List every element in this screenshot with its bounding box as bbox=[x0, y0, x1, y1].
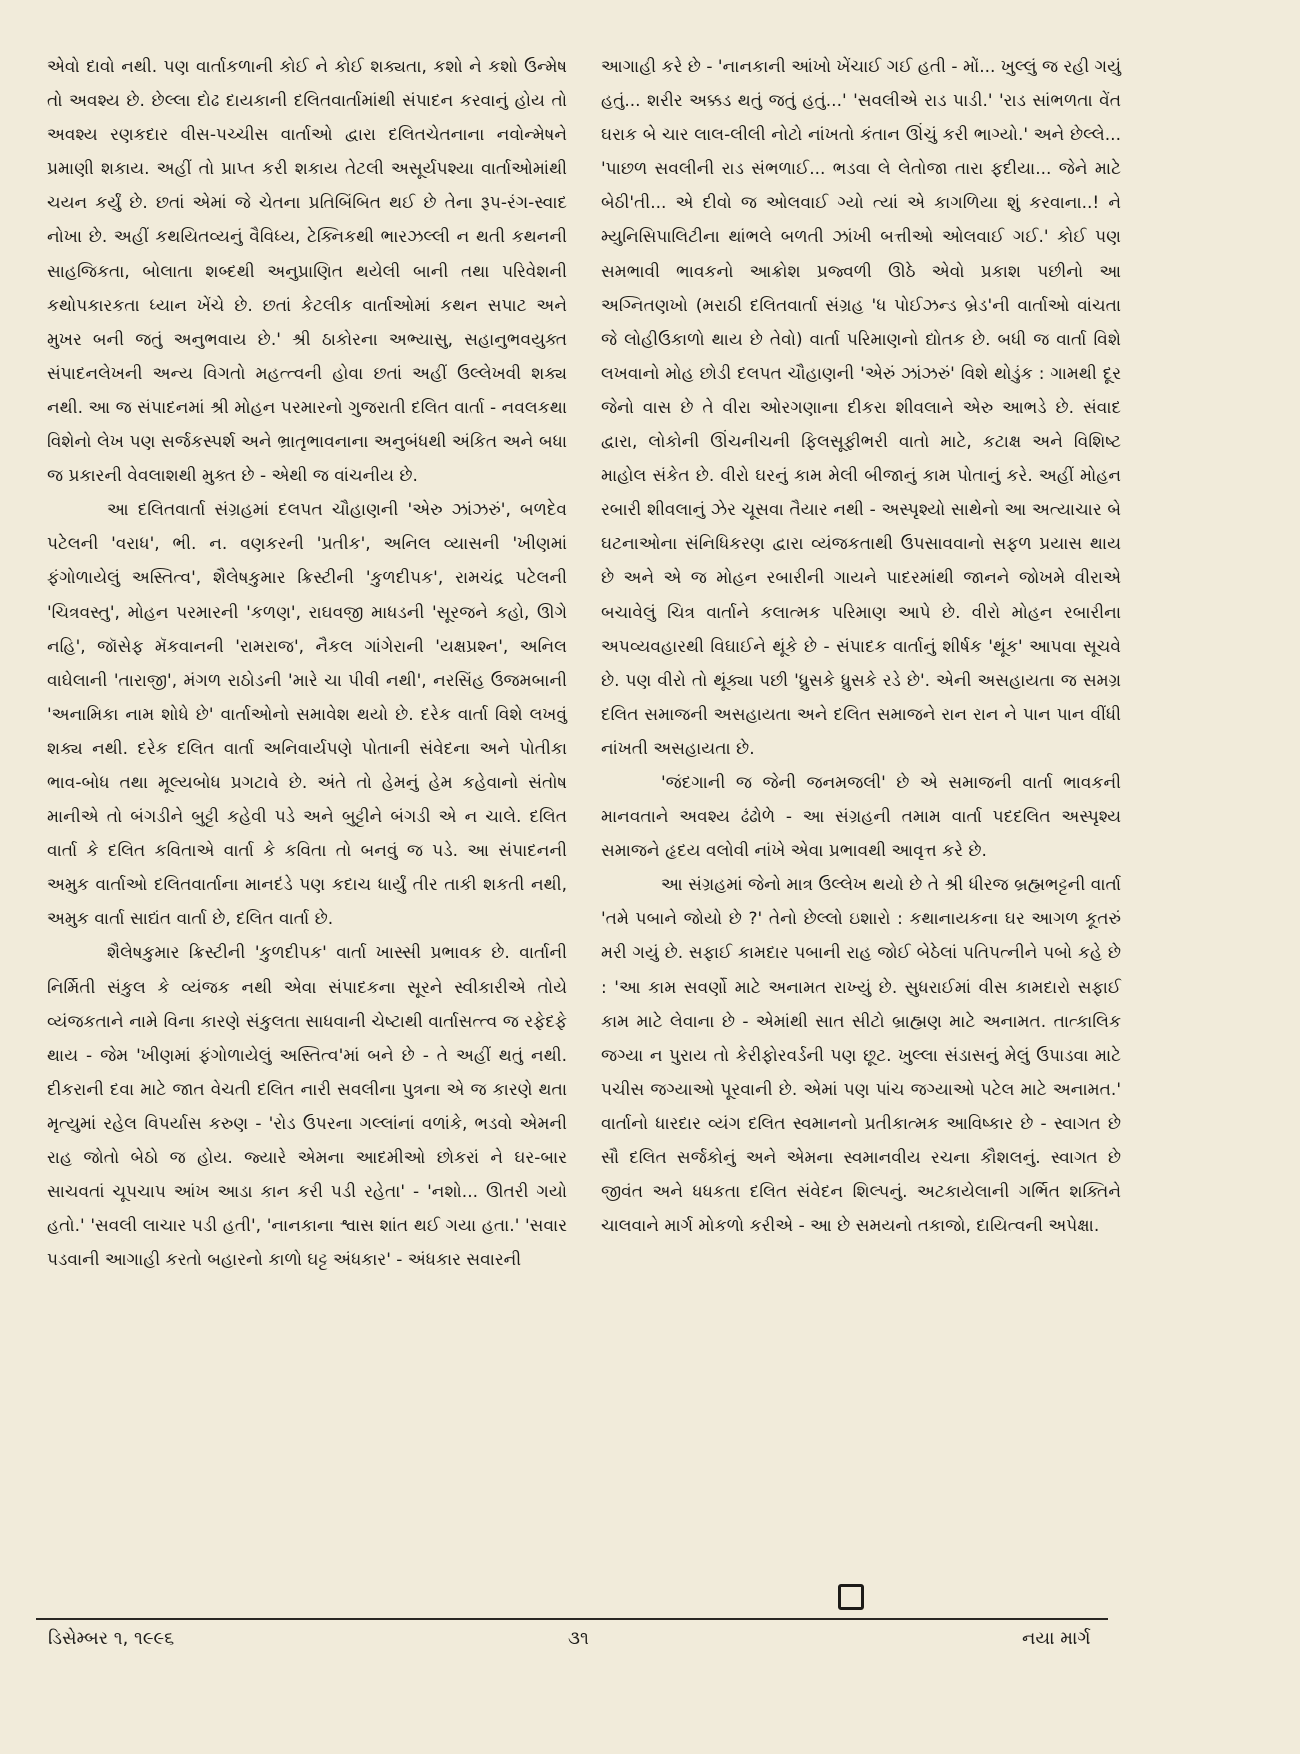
footer-divider bbox=[36, 1618, 1108, 1620]
end-of-article-box-icon bbox=[838, 1584, 864, 1610]
paragraph: એવો દાવો નથી. પણ વાર્તાકળાની કોઈ ને કોઈ શક્યતા, કશો ને કશો ઉન્મેષ તો અવશ્ય છે. છેલ્લા દોઢ દાયકાની દલિતવાર્તામાંથી સંપાદન કરવાનું હોય તો અવશ્ય રણકદાર વીસ-પચ્ચીસ વાર્તાઓ દ્વારા દલિતચેતનાના નવોન્મેષને પ્રમાણી શકાય. અહીં તો પ્રાપ્ત કરી શકાય તેટલી અસૂર્યપશ્યા વાર્તાઓમાંથી ચયન કર્યું છે. છતાં એમાં જે ચેતના પ્રતિબિંબિત થઈ છે તેના રૂપ-રંગ-સ્વાદ નોખા છે. અહીં કથયિતવ્યનું વૈવિધ્ય, ટેક્નિકથી ભારઝલ્લી ન થતી કથનની સાહજિકતા, બોલાતા શબ્દથી અનુપ્રાણિત થયેલી બાની તથા પરિવેશની કથોપકારકતા ધ્યાન ખેંચે છે. છતાં કેટલીક વાર્તાઓમાં કથન સપાટ અને મુખર બની જતું અનુભવાય છે.' શ્રી ઠાકોરના અભ્યાસુ, સહાનુભવયુક્ત સંપાદનલેખની અન્ય વિગતો મહત્ત્વની હોવા છતાં અહીં ઉલ્લેખવી શક્ય નથી. આ જ સંપાદનમાં શ્રી મોહન પરમારનો ગુજરાતી દલિત વાર્તા - નવલકથા વિશેનો લેખ પણ સર્જકસ્પર્શ અને ભ્રાતૃભાવનાના અનુબંધથી અંકિત અને બધા જ પ્રકારની વેવલાશથી મુક્ત છે - એથી જ વાંચનીય છે. bbox=[47, 57, 567, 487]
page-number: ૩૧ bbox=[568, 1628, 589, 1649]
footer-date: ડિસેમ્બર ૧, ૧૯૯૬ bbox=[48, 1628, 175, 1649]
paragraph: 'જંદગાની જ જેની જનમજલી' છે એ સમાજની વાર્તા ભાવકની માનવતાને અવશ્ય ઢંઢોળે - આ સંગ્રહની તમામ વાર્તા પદદલિત અસ્પૃશ્ય સમાજને હૃદય વલોવી નાંખે એવા પ્રભાવથી આવૃત્ત કરે છે. bbox=[601, 772, 1121, 862]
right-column bbox=[601, 50, 1121, 1243]
paragraph: આગાહી કરે છે - 'નાનકાની આંખો ખેંચાઈ ગઈ હતી - મોં... ખુલ્લું જ રહી ગયું હતું... શરીર અક્કડ થતું જતું હતું...' 'સવલીએ રાડ પાડી.' 'રાડ સાંભળતા વેંત ઘરાક બે ચાર લાલ-લીલી નોટો નાંખતો કંતાન ઊંચું કરી ભાગ્યો.' અને છેલ્લે... 'પાછળ સવલીની રાડ સંભળાઈ... ભડવા લે લેતોજા તારા ફદીયા... જેને માટે બેઠી'તી... એ દીવો જ ઓલવાઈ ગ્યો ત્યાં એ કાગળિયા શું કરવાના..! ને મ્યુનિસિપાલિટીના થાંભલે બળતી ઝાંખી બત્તીઓ ઓલવાઈ ગઈ.' કોઈ પણ સમભાવી ભાવકનો આક્રોશ પ્રજ્વળી ઊઠે એવો પ્રકાશ પછીનો આ અગ્નિતણખો (મરાઠી દલિતવાર્તા સંગ્રહ 'ધ પોઈઝન્ડ બ્રેડ'ની વાર્તાઓ વાંચતા જે લોહીઉકાળો થાય છે તેવો) વાર્તા પરિમાણનો દ્યોતક છે. બધી જ વાર્તા વિશે લખવાનો મોહ છોડી દલપત ચૌહાણની 'એરું ઝાંઝરું' વિશે થોડુંક : ગામથી દૂર જેનો વાસ છે તે વીરા ઓરગણાના દીકરા શીવલાને એરુ આભડે છે. સંવાદ દ્વારા, લોકોની ઊંચનીચની ફિલસૂફીભરી વાતો માટે, કટાક્ષ અને વિશિષ્ટ માહોલ સંકેત છે. વીરો ઘરનું કામ મેલી બીજાનું કામ પોતાનું કરે. અહીં મોહન રબારી શીવલાનું ઝેર ચૂસવા તૈયાર નથી - અસ્પૃશ્યો સાથેનો આ અત્યાચાર બે ઘટનાઓના સંનિધિકરણ દ્વારા વ્યંજકતાથી ઉપસાવવાનો સફળ પ્રયાસ થાય છે અને એ જ મોહન રબારીની ગાયને પાદરમાંથી જાનને જોખમે વીરાએ બચાવેલું ચિત્ર વાર્તાને કલાત્મક પરિમાણ આપે છે. વીરો મોહન રબારીના અપવ્યવહારથી વિઘાઈને થૂંકે છે - સંપાદક વાર્તાનું શીર્ષક 'થૂંક' આપવા સૂચવે છે. પણ વીરો તો થૂંક્યા પછી 'ધ્રુસકે ધ્રુસકે રડે છે'. એની અસહાયતા જ સમગ્ર દલિત સમાજની અસહાયતા અને દલિત સમાજને રાન રાન ને પાન પાન વીંધી નાંખતી અસહાયતા છે. bbox=[601, 57, 1121, 759]
paragraph: આ સંગ્રહમાં જેનો માત્ર ઉલ્લેખ થયો છે તે શ્રી ધીરજ બ્રહ્મભટ્ટની વાર્તા 'તમે પબાને જોયો છે ?' તેનો છેલ્લો ઇશારો : કથાનાયકના ઘર આગળ કૂતરું મરી ગયું છે. સફાઈ કામદાર પબાની રાહ જોઈ બેઠેલાં પતિપત્નીને પબો કહે છે : 'આ કામ સવર્ણો માટે અનામત રાખ્યું છે. સુધરાઈમાં વીસ કામદારો સફાઈ કામ માટે લેવાના છે - એમાંથી સાત સીટો બ્રાહ્મણ માટે અનામત. તાત્કાલિક જગ્યા ન પુરાય તો કેરીફોરવર્ડની પણ છૂટ. ખુલ્લા સંડાસનું મેલું ઉપાડવા માટે પચીસ જગ્યાઓ પૂરવાની છે. એમાં પણ પાંચ જગ્યાઓ પટેલ માટે અનામત.' વાર્તાનો ધારદાર વ્યંગ દલિત સ્વમાનનો પ્રતીકાત્મક આવિષ્કાર છે - સ્વાગત છે સૌ દલિત સર્જકોનું અને એમના સ્વમાનવીય રચના કૌશલનું. સ્વાગત છે જીવંત અને ધધકતા દલિત સંવેદન શિલ્પનું. અટકાયેલાની ગર્ભિત શક્તિને ચાલવાને માર્ગ મોકળો કરીએ - આ છે સમયનો તકાજો, દાયિત્વની અપેક્ષા. bbox=[601, 875, 1121, 1237]
magazine-name: નયા માર્ગ bbox=[1022, 1628, 1091, 1649]
left-column bbox=[47, 50, 567, 1277]
paragraph: શૈલેષકુમાર ક્રિસ્ટીની 'કુળદીપક' વાર્તા ખાસ્સી પ્રભાવક છે. વાર્તાની નિર્મિતી સંકુલ કે વ્યંજક નથી એવા સંપાદકના સૂરને સ્વીકારીએ તોયે વ્યંજકતાને નામે વિના કારણે સંકુલતા સાધવાની ચેષ્ટાથી વાર્તાસત્ત્વ જ રફેદફે થાય - જેમ 'ખીણમાં ફંગોળાયેલું અસ્તિત્વ'માં બને છે - તે અહીં થતું નથી. દીકરાની દવા માટે જાત વેચતી દલિત નારી સવલીના પુત્રના એ જ કારણે થતા મૃત્યુમાં રહેલ વિપર્યાસ કરુણ - 'રોડ ઉપરના ગલ્લાંનાં વળાંકે, ભડવો એમની રાહ જોતો બેઠો જ હોય. જ્યારે એમના આદમીઓ છોકરાં ને ઘર-બાર સાચવતાં ચૂપચાપ આંખ આડા કાન કરી પડી રહેતા' - 'નશો... ઊતરી ગયો હતો.' 'સવલી લાચાર પડી હતી', 'નાનકાના શ્વાસ શાંત થઈ ગયા હતા.' 'સવાર પડવાની આગાહી કરતો બહારનો કાળો ઘટ્ટ અંધકાર' - અંધકાર સવારની bbox=[47, 943, 567, 1271]
paragraph: આ દલિતવાર્તા સંગ્રહમાં દલપત ચૌહાણની 'એરુ ઝાંઝરું', બળદેવ પટેલની 'વરાધ', ભી. ન. વણકરની 'પ્રતીક', અનિલ વ્યાસની 'ખીણમાં ફંગોળાયેલું અસ્તિત્વ', શૈલેષકુમાર ક્રિસ્ટીની 'કુળદીપક', રામચંદ્ર પટેલની 'ચિત્રવસ્તુ', મોહન પરમારની 'કળણ', રાઘવજી માધડની 'સૂરજને કહો, ઊગે નહિ', જૉસેફ મૅકવાનની 'રામરાજ', નૈકલ ગાંગેરાની 'યક્ષપ્રશ્ન', અનિલ વાઘેલાની 'તારાજી', મંગળ રાઠોડની 'મારે ચા પીવી નથી', નરસિંહ ઉજમબાની 'અનામિકા નામ શોધે છે' વાર્તાઓનો સમાવેશ થયો છે. દરેક વાર્તા વિશે લખવું શક્ય નથી. દરેક દલિત વાર્તા અનિવાર્યપણે પોતાની સંવેદના અને પોતીકા ભાવ-બોધ તથા મૂલ્યબોધ પ્રગટાવે છે. અંતે તો હેમનું હેમ કહેવાનો સંતોષ માનીએ તો બંગડીને બુટ્ટી કહેવી પડે અને બુટ્ટીને બંગડી એ ન ચાલે. દલિત વાર્તા કે દલિત કવિતાએ વાર્તા કે કવિતા તો બનવું જ પડે. આ સંપાદનની અમુક વાર્તાઓ દલિતવાર્તાના માનદંડે પણ કદાચ ધાર્યું તીર તાકી શકતી નથી, અમુક વાર્તા સાદ્યંત વાર્તા છે, દલિત વાર્તા છે. bbox=[47, 500, 567, 930]
